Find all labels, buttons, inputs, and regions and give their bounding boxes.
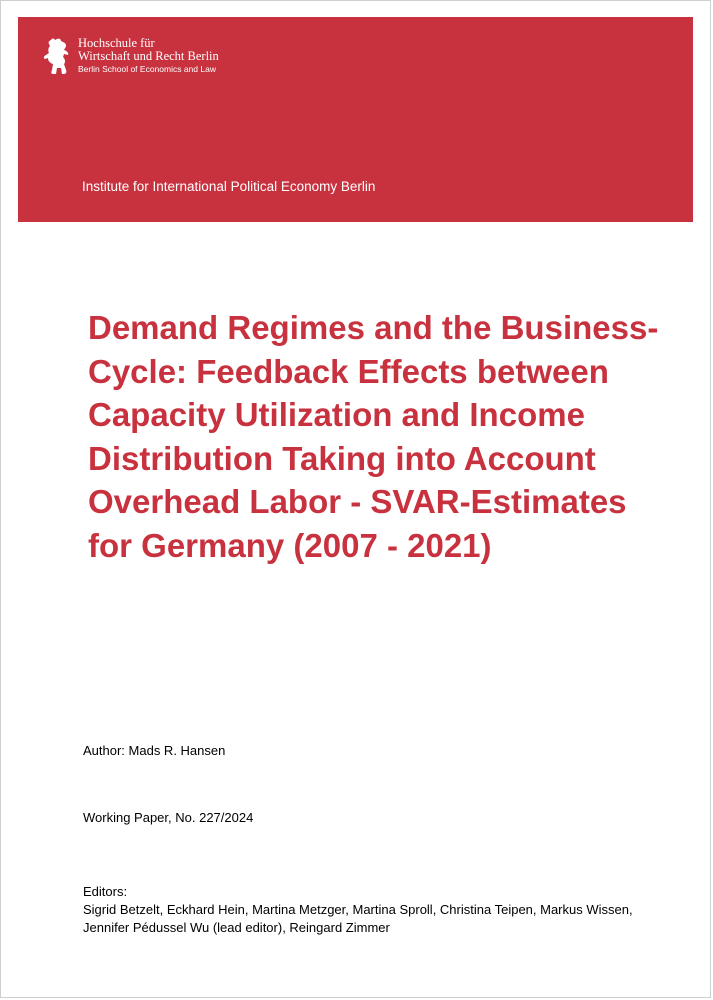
logo-line-university: Hochschule für	[78, 36, 155, 50]
institute-name: Institute for International Political Economy Berlin	[82, 179, 376, 194]
editors-label: Editors:	[83, 884, 128, 899]
author-line: Author: Mads R. Hansen	[83, 743, 226, 758]
header-banner	[18, 17, 693, 222]
paper-title: Demand Regimes and the Business-Cycle: Feedback Effects between Capacity Utilization and Income Distribution Taking into Account Overhead Labor - SVAR-Estimates for Germany (2007 - 2021)	[88, 309, 659, 564]
logo-line-english: Berlin School of Economics and Law	[78, 64, 216, 75]
university-logo	[42, 37, 219, 77]
logo-line-university-name: Wirtschaft und Recht Berlin	[78, 49, 219, 64]
berlin-bear-icon	[42, 37, 72, 77]
working-paper-number: Working Paper, No. 227/2024	[83, 810, 254, 825]
editors-names: Sigrid Betzelt, Eckhard Hein, Martina Metzger, Martina Sproll, Christina Teipen, Markus Wissen, Jennifer Pédussel Wu (lead editor), Reingard Zimmer	[83, 902, 633, 935]
